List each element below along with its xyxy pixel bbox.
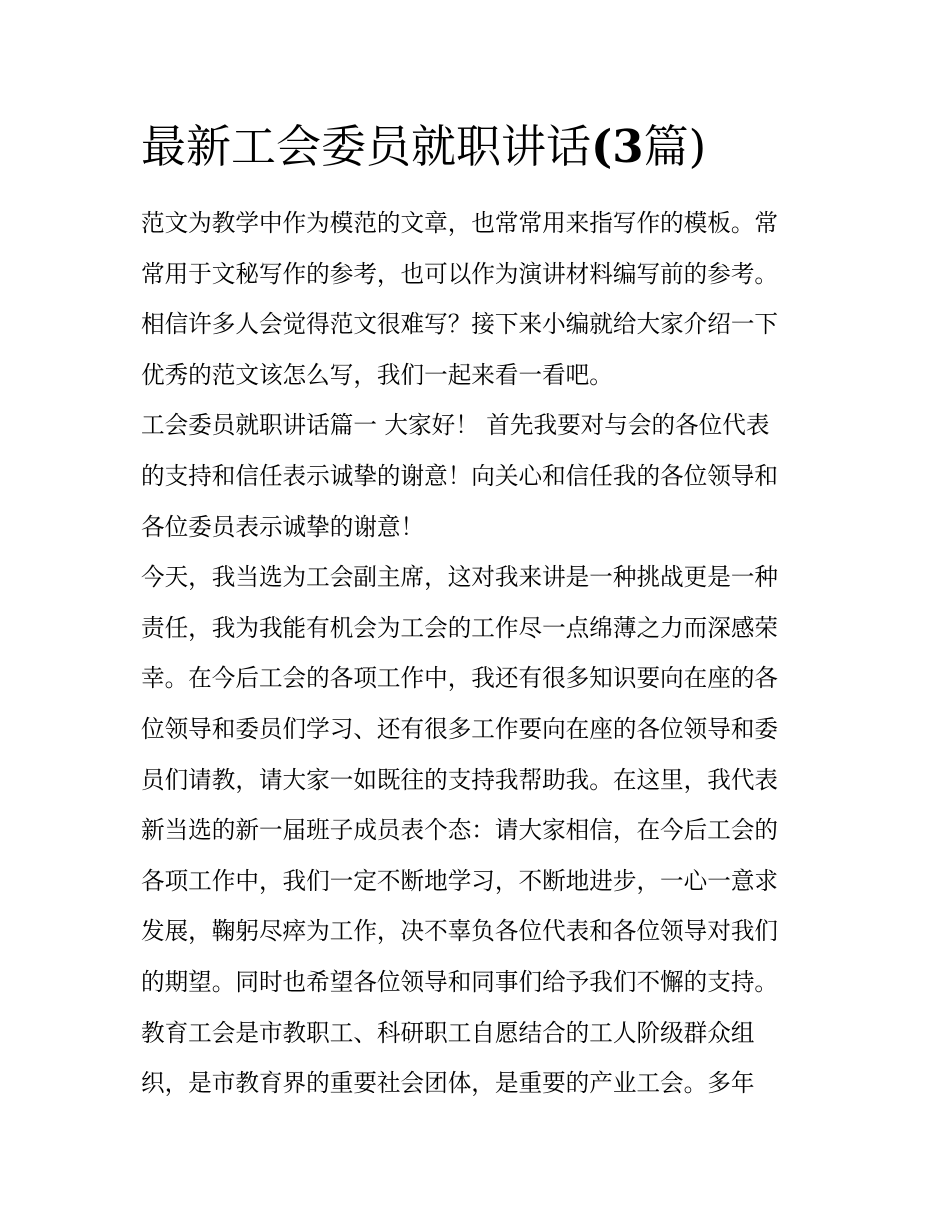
title-text: 最新工会委员就职讲话	[141, 120, 592, 173]
text-line: 相信许多人会觉得范文很难写？接下来小编就给大家介绍一下	[141, 310, 779, 339]
text-line: 员们请教，请大家一如既往的支持我帮助我。在这里，我代表	[141, 765, 779, 794]
text-line: 今天，我当选为工会副主席，这对我来讲是一种挑战更是一种	[141, 563, 779, 592]
text-line: 教育工会是市教职工、科研职工自愿结合的工人阶级群众组	[141, 1018, 755, 1047]
text-line: 各位委员表示诚挚的谢意！	[141, 512, 425, 541]
text-line: 的期望。同时也希望各位领导和同事们给予我们不懈的支持。	[141, 967, 779, 996]
document-body	[141, 198, 813, 1109]
document-title	[141, 112, 821, 182]
speech-greeting-paragraph	[141, 400, 813, 552]
text-line: 责任，我为我能有机会为工会的工作尽一点绵薄之力而深感荣	[141, 613, 779, 642]
union-description-paragraph	[141, 1008, 813, 1109]
text-line: 新当选的新一届班子成员表个态：请大家相信，在今后工会的	[141, 816, 779, 845]
title-count: (3	[591, 120, 644, 173]
text-line: 幸。在今后工会的各项工作中，我还有很多知识要向在座的各	[141, 664, 779, 693]
text-line: 发展，鞠躬尽瘁为工作，决不辜负各位代表和各位领导对我们	[141, 917, 779, 946]
text-line: 位领导和委员们学习、还有很多工作要向在座的各位领导和委	[141, 714, 779, 743]
title-suffix: 篇)	[643, 120, 707, 173]
intro-paragraph	[141, 198, 813, 400]
text-line: 各项工作中，我们一定不断地学习，不断地进步，一心一意求	[141, 866, 779, 895]
text-line: 范文为教学中作为模范的文章，也常常用来指写作的模板。常	[141, 209, 779, 237]
text-line: 织，是市教育界的重要社会团体，是重要的产业工会。多年	[141, 1069, 755, 1098]
speech-body-paragraph	[141, 552, 813, 1007]
text-line: 常用于文秘写作的参考，也可以作为演讲材料编写前的参考。	[141, 259, 779, 288]
text-line: 工会委员就职讲话篇一 大家好！ 首先我要对与会的各位代表	[141, 411, 770, 440]
text-line: 的支持和信任表示诚挚的谢意！向关心和信任我的各位领导和	[141, 461, 779, 490]
text-line: 优秀的范文该怎么写，我们一起来看一看吧。	[141, 360, 613, 389]
